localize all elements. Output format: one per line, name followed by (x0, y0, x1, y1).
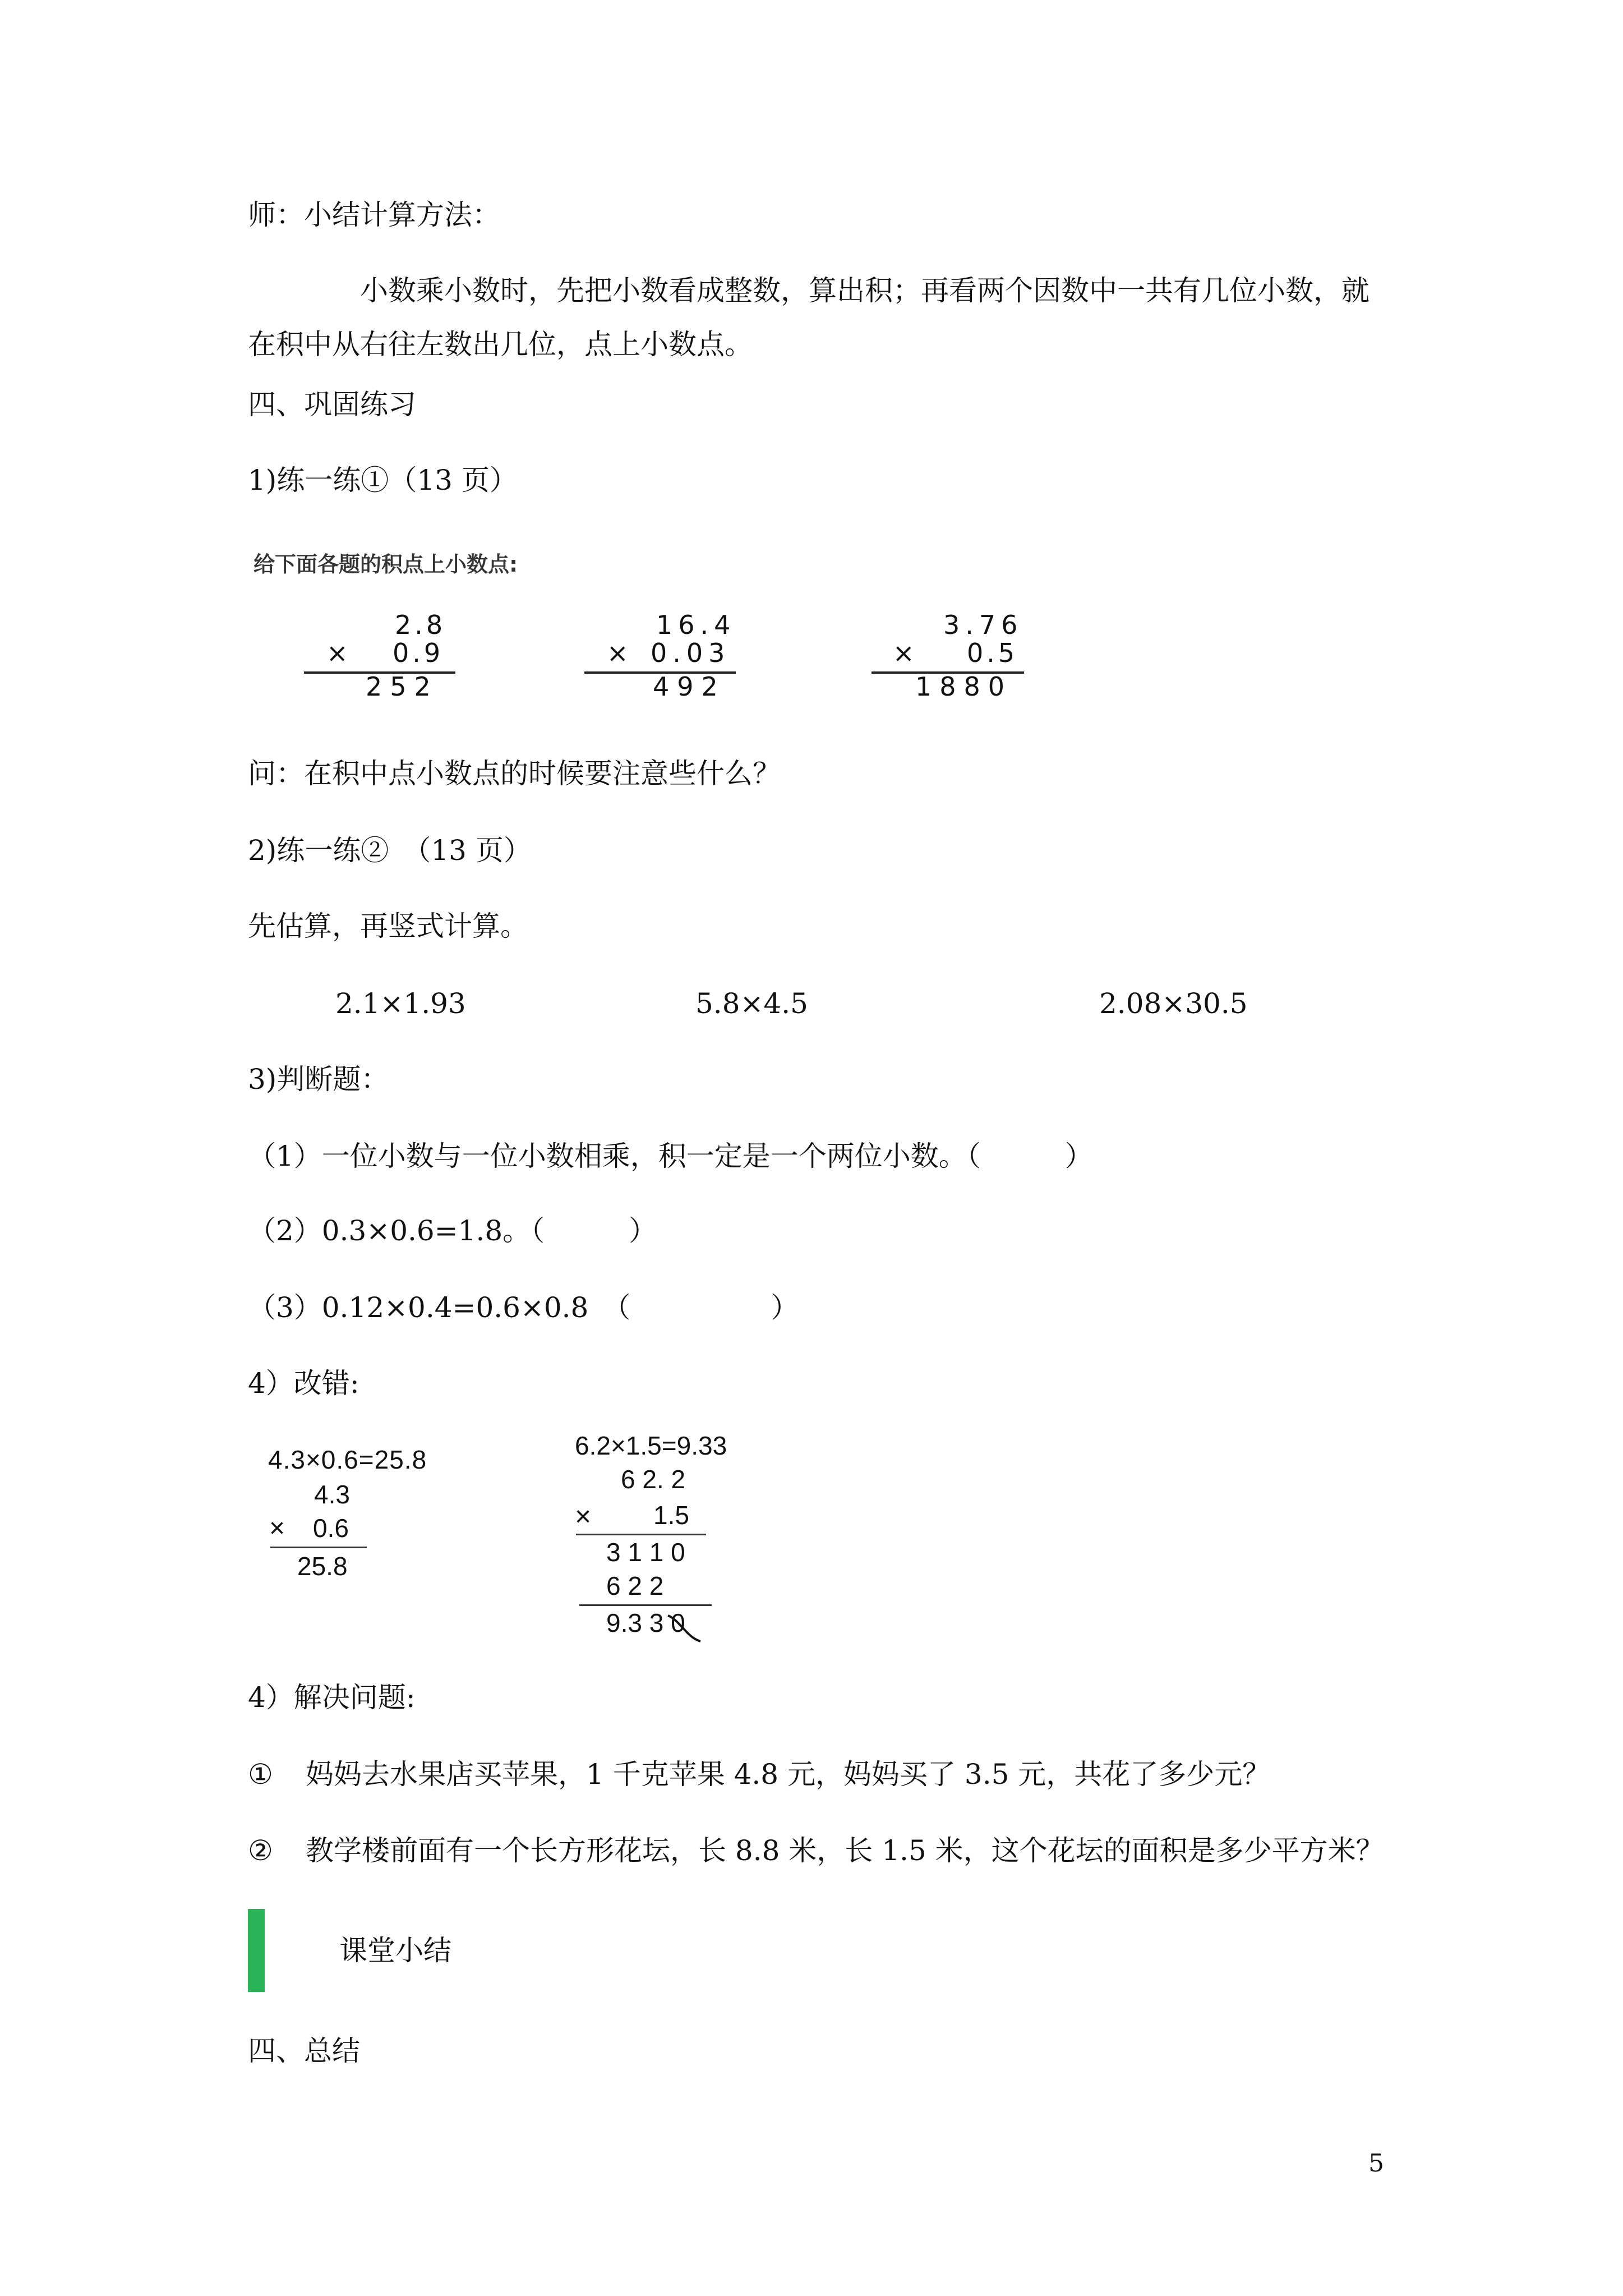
strike-mark-icon (665, 1611, 704, 1645)
c1-bottom: 0.6 (313, 1513, 349, 1543)
conclusion-title: 四、总结 (248, 2035, 360, 2067)
c1-equation: 4.3×0.6=25.8 (268, 1445, 427, 1474)
solve-item-2-num: ② (248, 1834, 273, 1867)
practice-1-figure (248, 547, 1055, 715)
correction-figure-2 (575, 1430, 766, 1644)
p2-top: 16.4 (656, 610, 736, 640)
p3-bottom: 0.5 (967, 638, 1018, 668)
c2-op: × (575, 1501, 592, 1532)
practice-2-item-2: 5.8×4.5 (695, 987, 808, 1020)
section-4-title: 四、巩固练习 (248, 388, 416, 421)
judge-item-3: （3）0.12×0.4=0.6×0.8 （ ） (248, 1291, 799, 1324)
practice-1-title: 1)练一练①（13 页） (248, 464, 518, 496)
c2-row2: 6 2 2 (606, 1571, 664, 1600)
c2-row1: 3 1 1 0 (606, 1538, 685, 1567)
summary-heading: 师：小结计算方法： (248, 199, 500, 231)
class-summary-label: 课堂小结 (339, 1934, 451, 1967)
p1-op: × (326, 638, 352, 668)
p1-result: 252 (366, 671, 439, 702)
section-accent-bar (248, 1909, 265, 1992)
solve-item-1-text: 妈妈去水果店买苹果，1 千克苹果 4.8 元，妈妈买了 3.5 元，共花了多少元？ (306, 1758, 1271, 1791)
p3-top: 3.76 (943, 610, 1023, 640)
c2-equation: 6.2×1.5=9.33 (575, 1431, 727, 1460)
c1-result: 25.8 (297, 1552, 348, 1581)
solve-title: 4）解决问题: (248, 1681, 416, 1714)
c2-result: 9.3 3 0 (606, 1608, 685, 1637)
p1-top: 2.8 (395, 610, 446, 640)
judge-title: 3)判断题： (248, 1063, 389, 1096)
solve-item-2-text: 教学楼前面有一个长方形花坛，长 8.8 米，长 1.5 米，这个花坛的面积是多少平方米？ (306, 1834, 1384, 1867)
correction-figure-1 (258, 1444, 426, 1602)
p2-bottom: 0.03 (651, 638, 731, 668)
practice-2-item-1: 2.1×1.93 (335, 987, 466, 1020)
practice-2-title: 2)练一练② （13 页） (248, 834, 532, 867)
correct-title: 4）改错: (248, 1367, 359, 1400)
c2-top: 6 2. 2 (621, 1465, 686, 1494)
c2-rule-2 (579, 1604, 712, 1606)
p1-bottom: 0.9 (393, 638, 444, 668)
c2-bottom: 1.5 (653, 1501, 689, 1530)
practice-2-item-3: 2.08×30.5 (1099, 987, 1248, 1020)
p2-op: × (607, 638, 632, 668)
p3-op: × (893, 638, 918, 668)
page-number: 5 (1368, 2149, 1384, 2178)
judge-item-1: （1）一位小数与一位小数相乘，积一定是一个两位小数。（ ） (248, 1140, 1093, 1172)
c2-rule-1 (576, 1534, 706, 1535)
question-text: 问：在积中点小数点的时候要注意些什么？ (248, 757, 781, 790)
p2-result: 492 (653, 671, 726, 702)
practice-1-instruction: 给下面各题的积点上小数点: (253, 552, 518, 577)
c1-rule (270, 1547, 367, 1548)
c1-top: 4.3 (314, 1480, 350, 1509)
method-paragraph: 小数乘小数时，先把小数看成整数，算出积；再看两个因数中一共有几位小数，就在积中从右往左数出几位，点上小数点。 (248, 274, 1370, 361)
p3-result: 1880 (915, 671, 1013, 702)
solve-item-1-num: ① (248, 1758, 273, 1791)
c1-op: × (269, 1513, 285, 1543)
judge-item-2: （2）0.3×0.6=1.8。（ ） (248, 1214, 657, 1247)
practice-2-instruction: 先估算，再竖式计算。 (248, 910, 528, 942)
